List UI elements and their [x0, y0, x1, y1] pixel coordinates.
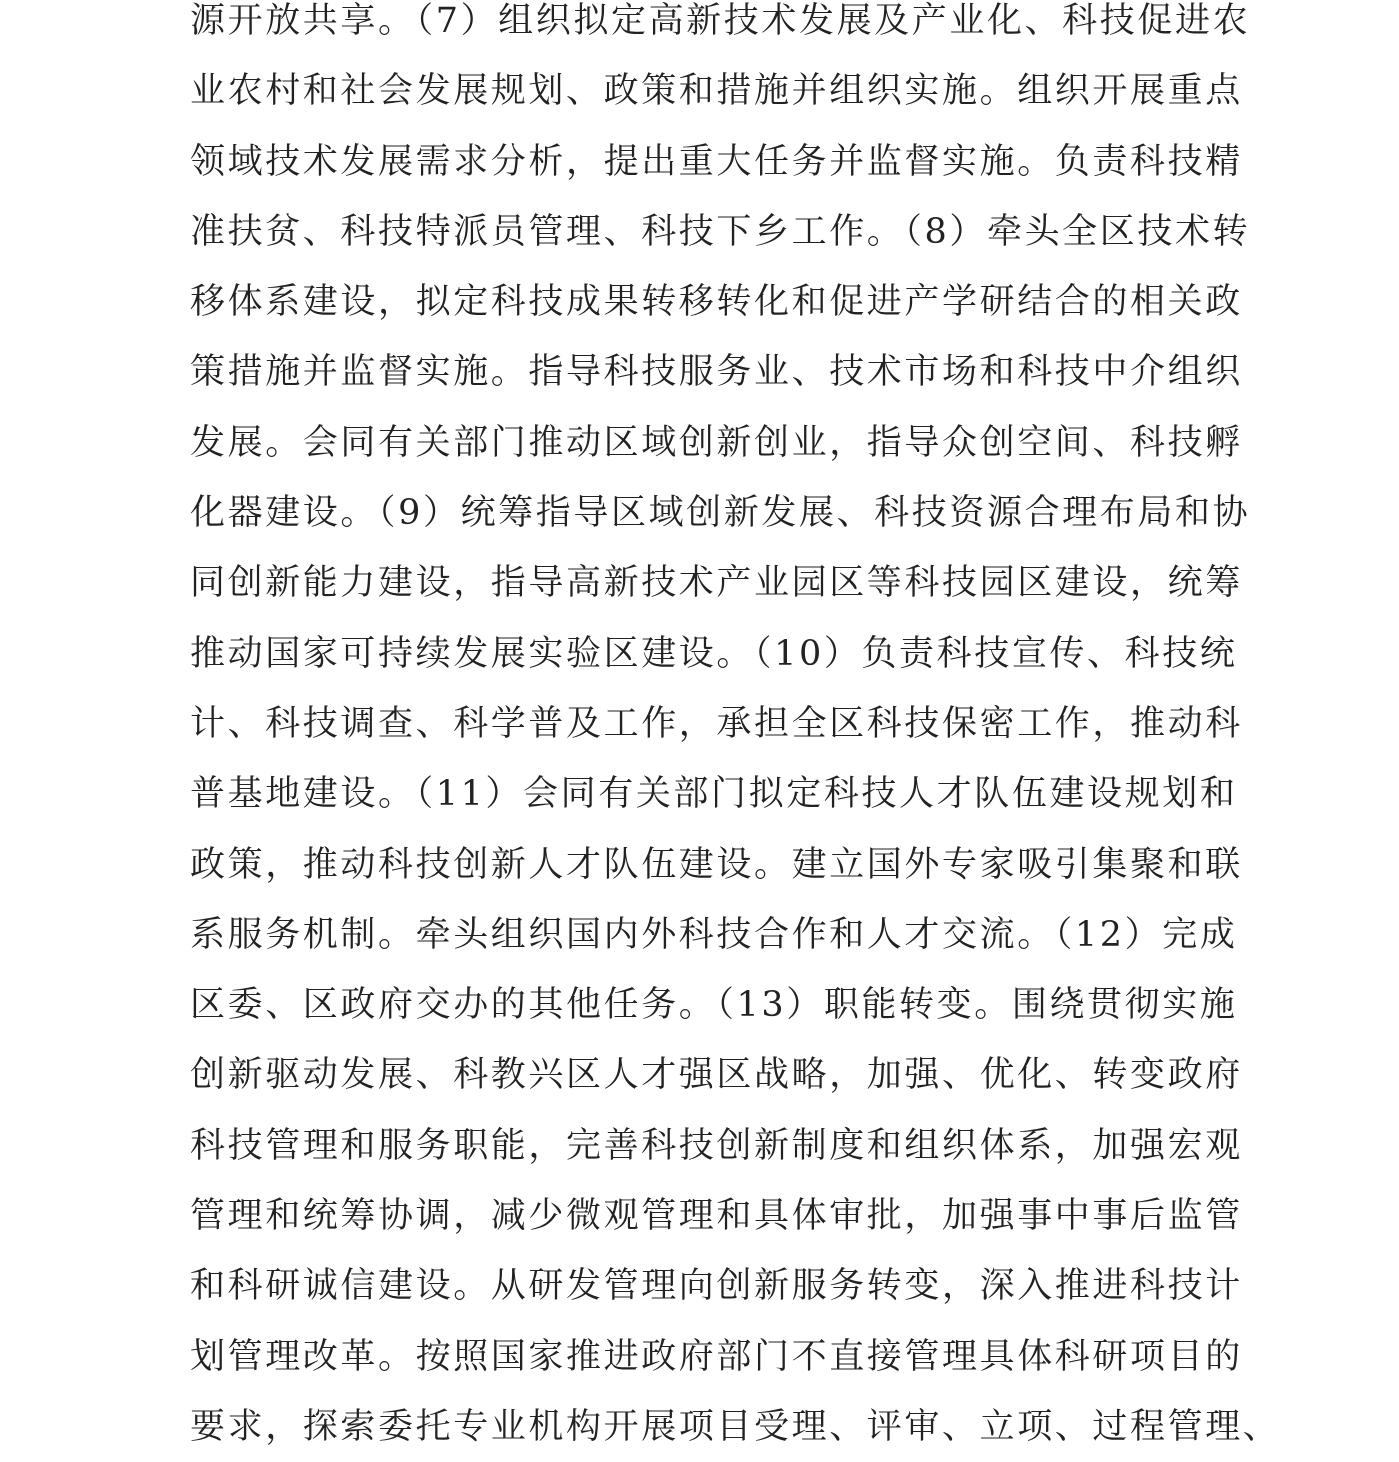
text-line: 科技管理和服务职能，完善科技创新制度和组织体系，加强宏观 — [190, 1125, 1243, 1166]
text-line: 化器建设。（9）统筹指导区域创新发展、科技资源合理布局和协 — [190, 493, 1251, 534]
text-line: 管理和统筹协调，减少微观管理和具体审批，加强事中事后监管 — [190, 1196, 1243, 1237]
text-line: 准扶贫、科技特派员管理、科技下乡工作。（8）牵头全区技术转 — [190, 211, 1251, 252]
text-line: 区委、区政府交办的其他任务。（13）职能转变。围绕贯彻实施 — [190, 985, 1238, 1026]
text-line: 政策，推动科技创新人才队伍建设。建立国外专家吸引集聚和联 — [190, 844, 1243, 885]
body-text — [190, 0, 1390, 1462]
text-line: 策措施并监督实施。指导科技服务业、技术市场和科技中介组织 — [190, 352, 1243, 393]
text-line: 推动国家可持续发展实验区建设。（10）负责科技宣传、科技统 — [190, 633, 1238, 674]
text-line: 和科研诚信建设。从研发管理向创新服务转变，深入推进科技计 — [190, 1266, 1243, 1307]
text-line: 系服务机制。牵头组织国内外科技合作和人才交流。（12）完成 — [190, 914, 1238, 955]
text-line: 计、科技调查、科学普及工作，承担全区科技保密工作，推动科 — [190, 703, 1243, 744]
text-line: 创新驱动发展、科教兴区人才强区战略，加强、优化、转变政府 — [190, 1055, 1243, 1096]
text-line: 要求，探索委托专业机构开展项目受理、评审、立项、过程管理、 — [190, 1406, 1281, 1447]
text-line: 源开放共享。（7）组织拟定高新技术发展及产业化、科技促进农 — [190, 1, 1251, 41]
text-line: 普基地建设。（11）会同有关部门拟定科技人才队伍建设规划和 — [190, 774, 1238, 815]
text-line: 移体系建设，拟定科技成果转移转化和促进产学研结合的相关政 — [190, 282, 1243, 323]
text-line: 划管理改革。按照国家推进政府部门不直接管理具体科研项目的 — [190, 1336, 1243, 1377]
text-line: 发展。会同有关部门推动区域创新创业，指导众创空间、科技孵 — [190, 422, 1243, 463]
text-line: 同创新能力建设，指导高新技术产业园区等科技园区建设，统筹 — [190, 563, 1243, 604]
text-line: 领域技术发展需求分析，提出重大任务并监督实施。负责科技精 — [190, 141, 1243, 182]
text-line: 业农村和社会发展规划、政策和措施并组织实施。组织开展重点 — [190, 71, 1243, 112]
